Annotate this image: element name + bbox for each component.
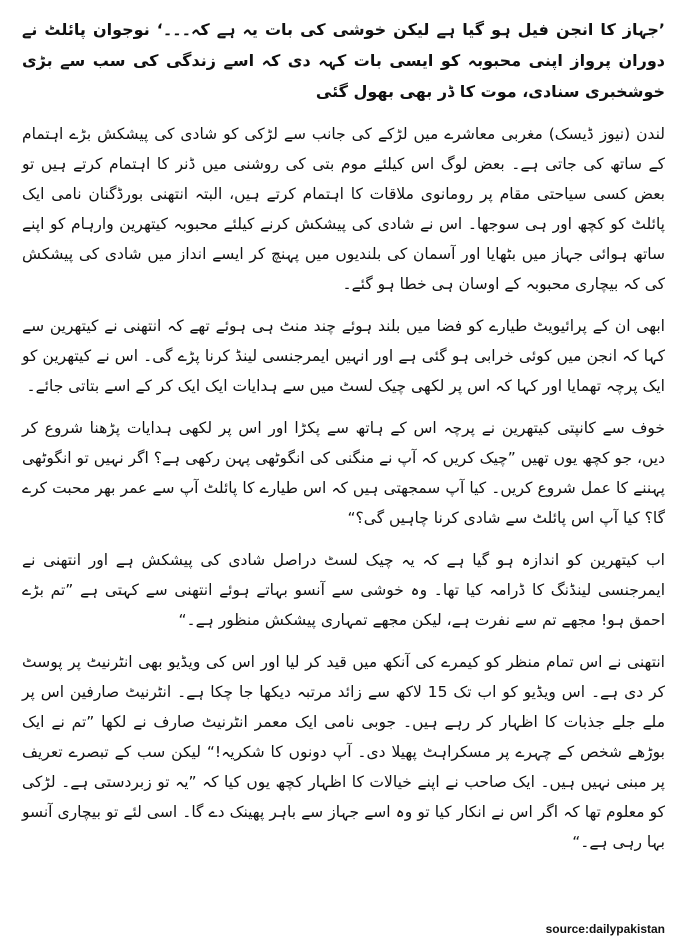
article-paragraph-3: خوف سے کانپتی کیتھرین نے پرچہ اس کے ہاتھ سے پکڑا اور اس پر لکھی ہدایات پڑھنا شروع کر دیں، جو کچھ یوں تھیں ”چیک کریں کہ آپ نے منگنی کی انگوٹھی پہن رکھی ہے؟ اگر نہیں تو انگوٹھی پہننے کا عمل شروع کریں۔ کیا آپ سمجھتی ہیں کہ اس طیارے کا پائلٹ آپ سے عمر بھر محبت کرے گا؟ کیا آپ اس پائلٹ سے شادی کرنا چاہیں گی؟“ (22, 419, 665, 527)
article-paragraph-5: انتھنی نے اس تمام منظر کو کیمرے کی آنکھ میں قید کر لیا اور اس کی ویڈیو بھی انٹرنیٹ پر پوسٹ کر دی ہے۔ اس ویڈیو کو اب تک 15 لاکھ سے زائد مرتبہ دیکھا جا چکا ہے۔ انٹرنیٹ صارفین اس پر ملے جلے جذبات کا اظہار کر رہے ہیں۔ جوبی نامی ایک معمر انٹرنیٹ صارف نے لکھا ”تم نے ایک بوڑھے شخص کے چہرے پر مسکراہٹ پھیلا دی۔ آپ دونوں کا شکریہ!“ لیکن سب کے تبصرے تعریف پر مبنی نہیں ہیں۔ ایک صاحب نے اپنے خیالات کا اظہار کچھ یوں کیا کہ ”یہ تو زبردستی ہے۔ لڑکی کو معلوم تھا کہ اگر اس نے انکار کیا تو وہ اسے جہاز سے باہر پھینک دے گا۔ اسی لئے تو بیچاری آنسو بہا رہی ہے۔“ (22, 653, 665, 851)
article-headline: ’جہاز کا انجن فیل ہو گیا ہے لیکن خوشی کی بات یہ ہے کہ۔۔۔‘ نوجوان پائلٹ نے دوران پرواز اپنی محبوبہ کو ایسی بات کہہ دی کہ اسے زندگی کی سب سے بڑی خوشخبری سنادی، موت کا ڈر بھی بھول گئی (22, 20, 665, 101)
source-credit: source:dailypakistan (545, 922, 665, 936)
article-paragraph-1: لندن (نیوز ڈیسک) مغربی معاشرے میں لڑکے کی جانب سے لڑکی کو شادی کی پیشکش بڑے اہتمام کے ساتھ کی جاتی ہے۔ بعض لوگ اس کیلئے موم بتی کی روشنی میں ڈنر کا اہتمام کرتے ہیں تو بعض کسی سیاحتی مقام پر رومانوی ملاقات کا اہتمام کرتے ہیں، البتہ انتھنی بورڈگنان نامی ایک پائلٹ کو کچھ اور ہی سوجھا۔ اس نے شادی کی پیشکش کرنے کیلئے محبوبہ کیتھرین وارہام کو اپنے ساتھ ہوائی جہاز میں بٹھایا اور آسمان کی بلندیوں میں پہنچ کر ایسے انداز میں شادی کی پیشکش کی کہ بیچاری محبوبہ کے اوسان ہی خطا ہو گئے۔ (22, 125, 665, 293)
article-paragraph-4: اب کیتھرین کو اندازہ ہو گیا ہے کہ یہ چیک لسٹ دراصل شادی کی پیشکش ہے اور انتھنی نے ایمرجنسی لینڈنگ کا ڈرامہ کیا تھا۔ وہ خوشی سے آنسو بہاتے ہوئے انتھنی سے کہتی ہے ”تم بڑے احمق ہو! مجھے تم سے نفرت ہے، لیکن مجھے تمہاری پیشکش منظور ہے۔“ (22, 551, 665, 629)
article (22, 14, 665, 952)
article-paragraph-2: ابھی ان کے پرائیویٹ طیارے کو فضا میں بلند ہوئے چند منٹ ہی ہوئے تھے کہ انتھنی نے کیتھرین سے کہا کہ انجن میں کوئی خرابی ہو گئی ہے اور انہیں ایمرجنسی لینڈ کرنا پڑے گی۔ اس نے کیتھرین کو ایک پرچہ تھمایا اور کہا کہ اس پر لکھی چیک لسٹ میں سے ہدایات ایک ایک کر کے اسے بتاتی جائے۔ (22, 317, 665, 395)
